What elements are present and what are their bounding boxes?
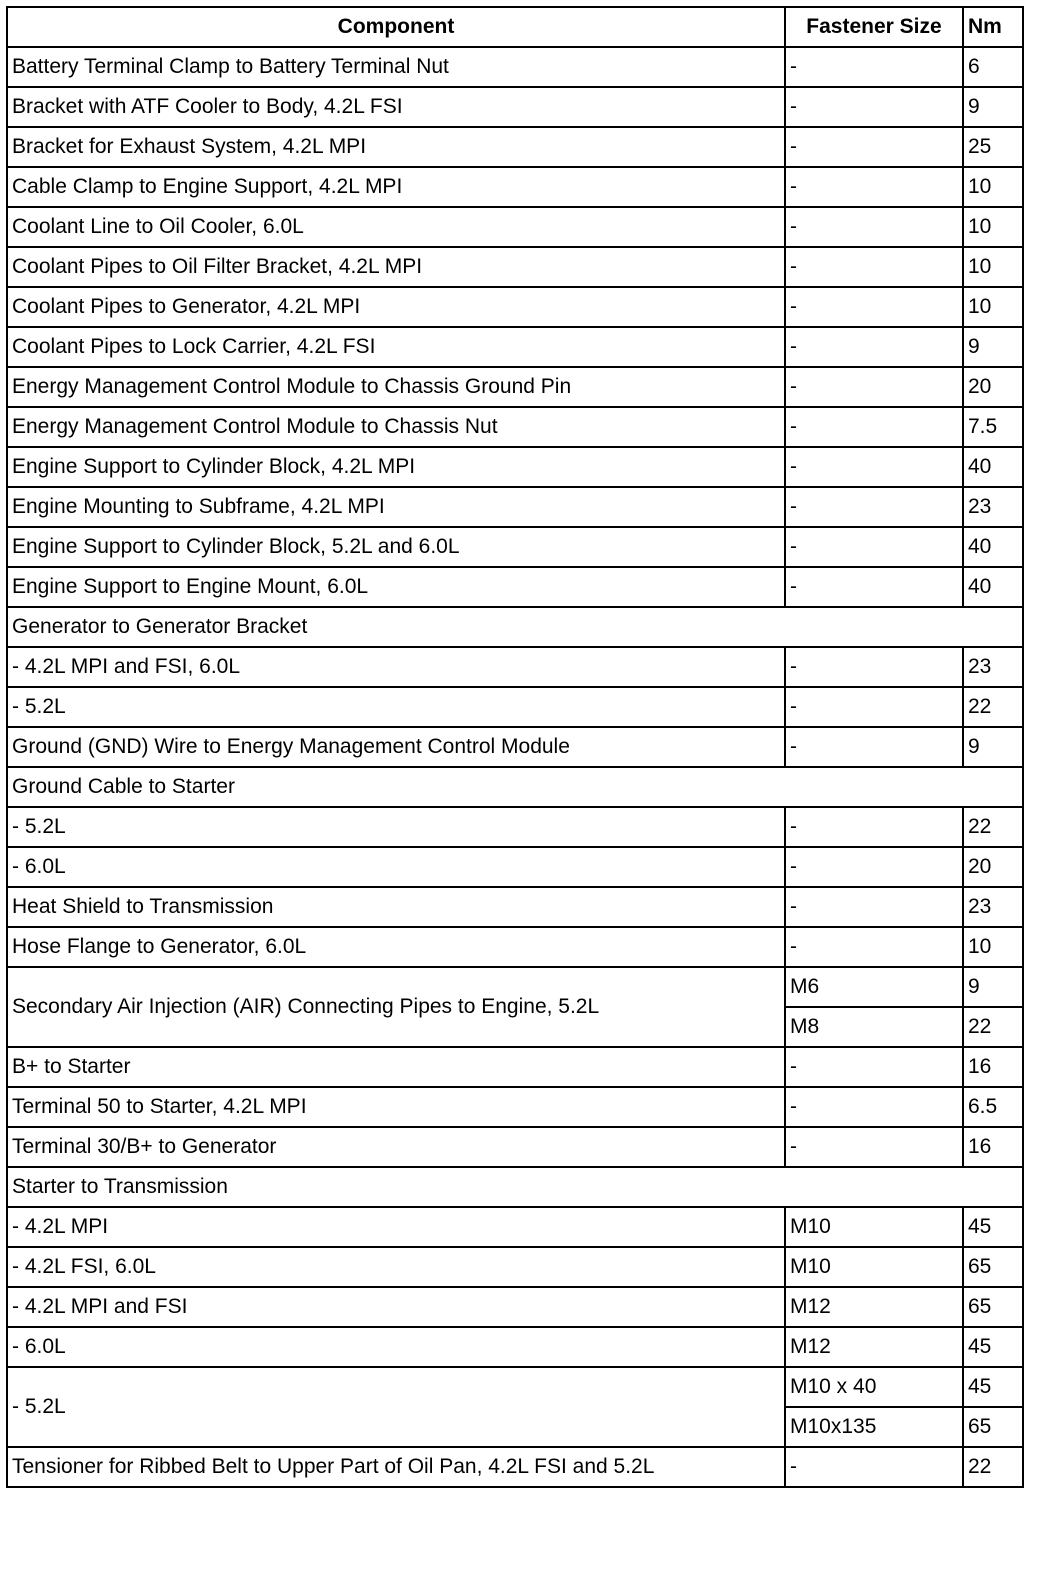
table-row [7, 847, 1023, 887]
component-cell: Engine Support to Engine Mount, 6.0L [7, 567, 785, 607]
component-cell: Engine Support to Cylinder Block, 4.2L MPI [7, 447, 785, 487]
component-cell: - 4.2L FSI, 6.0L [7, 1247, 785, 1287]
table-row [7, 47, 1023, 87]
fastener-size-cell: - [785, 127, 963, 167]
nm-value-cell: 22 [963, 807, 1023, 847]
component-cell: - 5.2L [7, 807, 785, 847]
fastener-size-cell: - [785, 1047, 963, 1087]
nm-value-cell: 23 [963, 887, 1023, 927]
table-row [7, 527, 1023, 567]
component-cell: Energy Management Control Module to Chassis Nut [7, 407, 785, 447]
component-cell: Engine Mounting to Subframe, 4.2L MPI [7, 487, 785, 527]
nm-value-cell: 22 [963, 687, 1023, 727]
fastener-size-cell: - [785, 1127, 963, 1167]
table-row [7, 327, 1023, 367]
nm-value-cell: 22 [963, 1447, 1023, 1487]
table-row [7, 447, 1023, 487]
component-cell: Bracket with ATF Cooler to Body, 4.2L FSI [7, 87, 785, 127]
fastener-size-cell: - [785, 567, 963, 607]
component-cell: Secondary Air Injection (AIR) Connecting Pipes to Engine, 5.2L [7, 967, 785, 1047]
nm-value-cell: 20 [963, 847, 1023, 887]
component-cell: Coolant Line to Oil Cooler, 6.0L [7, 207, 785, 247]
component-cell: - 4.2L MPI [7, 1207, 785, 1247]
table-row [7, 1047, 1023, 1087]
table-row [7, 567, 1023, 607]
table-row [7, 887, 1023, 927]
fastener-size-cell: M10 [785, 1207, 963, 1247]
table-row [7, 1327, 1023, 1367]
table-row [7, 127, 1023, 167]
fastener-size-cell: - [785, 807, 963, 847]
component-cell: Coolant Pipes to Generator, 4.2L MPI [7, 287, 785, 327]
fastener-size-cell: - [785, 407, 963, 447]
nm-value-cell: 9 [963, 327, 1023, 367]
component-cell: Coolant Pipes to Lock Carrier, 4.2L FSI [7, 327, 785, 367]
fastener-size-cell: - [785, 687, 963, 727]
fastener-size-cell: - [785, 247, 963, 287]
fastener-size-cell: - [785, 47, 963, 87]
group-heading: Ground Cable to Starter [7, 767, 1023, 807]
table-row [7, 247, 1023, 287]
table-group-row [7, 607, 1023, 647]
component-column-header: Component [7, 7, 785, 47]
component-cell: Bracket for Exhaust System, 4.2L MPI [7, 127, 785, 167]
nm-value-cell: 6 [963, 47, 1023, 87]
fastener-size-cell: M10 [785, 1247, 963, 1287]
fastener-size-column-header: Fastener Size [785, 7, 963, 47]
header-row [7, 7, 1023, 47]
table-row [7, 1087, 1023, 1127]
group-heading: Starter to Transmission [7, 1167, 1023, 1207]
fastener-size-cell: - [785, 487, 963, 527]
component-cell: Cable Clamp to Engine Support, 4.2L MPI [7, 167, 785, 207]
component-cell: Ground (GND) Wire to Energy Management Control Module [7, 727, 785, 767]
fastener-size-cell: - [785, 87, 963, 127]
nm-value-cell: 10 [963, 287, 1023, 327]
component-cell: - 4.2L MPI and FSI [7, 1287, 785, 1327]
table-row [7, 687, 1023, 727]
table-row [7, 1127, 1023, 1167]
component-cell: Engine Support to Cylinder Block, 5.2L and 6.0L [7, 527, 785, 567]
component-cell: Terminal 30/B+ to Generator [7, 1127, 785, 1167]
table-row [7, 287, 1023, 327]
fastener-size-cell: - [785, 887, 963, 927]
table-row [7, 1287, 1023, 1327]
nm-value-cell: 45 [963, 1367, 1023, 1407]
fastener-size-cell: M12 [785, 1287, 963, 1327]
nm-value-cell: 7.5 [963, 407, 1023, 447]
fastener-size-cell: M6 [785, 967, 963, 1007]
torque-spec-table [6, 6, 1024, 1488]
component-cell: - 4.2L MPI and FSI, 6.0L [7, 647, 785, 687]
nm-value-cell: 10 [963, 167, 1023, 207]
nm-value-cell: 23 [963, 647, 1023, 687]
table-body [7, 47, 1023, 1487]
fastener-size-cell: M12 [785, 1327, 963, 1367]
nm-value-cell: 10 [963, 927, 1023, 967]
fastener-size-cell: - [785, 287, 963, 327]
component-cell: Coolant Pipes to Oil Filter Bracket, 4.2L MPI [7, 247, 785, 287]
table-row [7, 647, 1023, 687]
table-row [7, 367, 1023, 407]
nm-value-cell: 10 [963, 247, 1023, 287]
nm-value-cell: 45 [963, 1207, 1023, 1247]
fastener-size-cell: - [785, 207, 963, 247]
nm-value-cell: 40 [963, 527, 1023, 567]
fastener-size-cell: - [785, 1447, 963, 1487]
group-heading: Generator to Generator Bracket [7, 607, 1023, 647]
nm-value-cell: 6.5 [963, 1087, 1023, 1127]
table-row [7, 1247, 1023, 1287]
table-row [7, 1367, 1023, 1407]
nm-value-cell: 20 [963, 367, 1023, 407]
nm-value-cell: 16 [963, 1127, 1023, 1167]
nm-value-cell: 45 [963, 1327, 1023, 1367]
fastener-size-cell: M10x135 [785, 1407, 963, 1447]
component-cell: Hose Flange to Generator, 6.0L [7, 927, 785, 967]
component-cell: - 5.2L [7, 1367, 785, 1447]
fastener-size-cell: - [785, 527, 963, 567]
nm-value-cell: 10 [963, 207, 1023, 247]
fastener-size-cell: - [785, 447, 963, 487]
component-cell: B+ to Starter [7, 1047, 785, 1087]
fastener-size-cell: - [785, 1087, 963, 1127]
nm-column-header: Nm [963, 7, 1023, 47]
table-group-row [7, 1167, 1023, 1207]
component-cell: Tensioner for Ribbed Belt to Upper Part of Oil Pan, 4.2L FSI and 5.2L [7, 1447, 785, 1487]
table-group-row [7, 767, 1023, 807]
fastener-size-cell: - [785, 647, 963, 687]
component-cell: Terminal 50 to Starter, 4.2L MPI [7, 1087, 785, 1127]
nm-value-cell: 25 [963, 127, 1023, 167]
nm-value-cell: 22 [963, 1007, 1023, 1047]
nm-value-cell: 40 [963, 447, 1023, 487]
fastener-size-cell: - [785, 367, 963, 407]
table-row [7, 807, 1023, 847]
table-row [7, 87, 1023, 127]
fastener-size-cell: - [785, 727, 963, 767]
fastener-size-cell: - [785, 167, 963, 207]
nm-value-cell: 40 [963, 567, 1023, 607]
component-cell: Energy Management Control Module to Chassis Ground Pin [7, 367, 785, 407]
table-row [7, 967, 1023, 1007]
component-cell: - 6.0L [7, 847, 785, 887]
fastener-size-cell: M10 x 40 [785, 1367, 963, 1407]
table-row [7, 407, 1023, 447]
table-row [7, 1207, 1023, 1247]
table-row [7, 167, 1023, 207]
component-cell: - 6.0L [7, 1327, 785, 1367]
fastener-size-cell: - [785, 927, 963, 967]
component-cell: - 5.2L [7, 687, 785, 727]
nm-value-cell: 9 [963, 727, 1023, 767]
nm-value-cell: 65 [963, 1287, 1023, 1327]
table-row [7, 727, 1023, 767]
nm-value-cell: 9 [963, 967, 1023, 1007]
table-row [7, 487, 1023, 527]
fastener-size-cell: - [785, 327, 963, 367]
nm-value-cell: 9 [963, 87, 1023, 127]
component-cell: Battery Terminal Clamp to Battery Terminal Nut [7, 47, 785, 87]
table-row [7, 927, 1023, 967]
table-row [7, 207, 1023, 247]
nm-value-cell: 16 [963, 1047, 1023, 1087]
fastener-size-cell: - [785, 847, 963, 887]
table-row [7, 1447, 1023, 1487]
nm-value-cell: 65 [963, 1407, 1023, 1447]
component-cell: Heat Shield to Transmission [7, 887, 785, 927]
nm-value-cell: 23 [963, 487, 1023, 527]
nm-value-cell: 65 [963, 1247, 1023, 1287]
fastener-size-cell: M8 [785, 1007, 963, 1047]
